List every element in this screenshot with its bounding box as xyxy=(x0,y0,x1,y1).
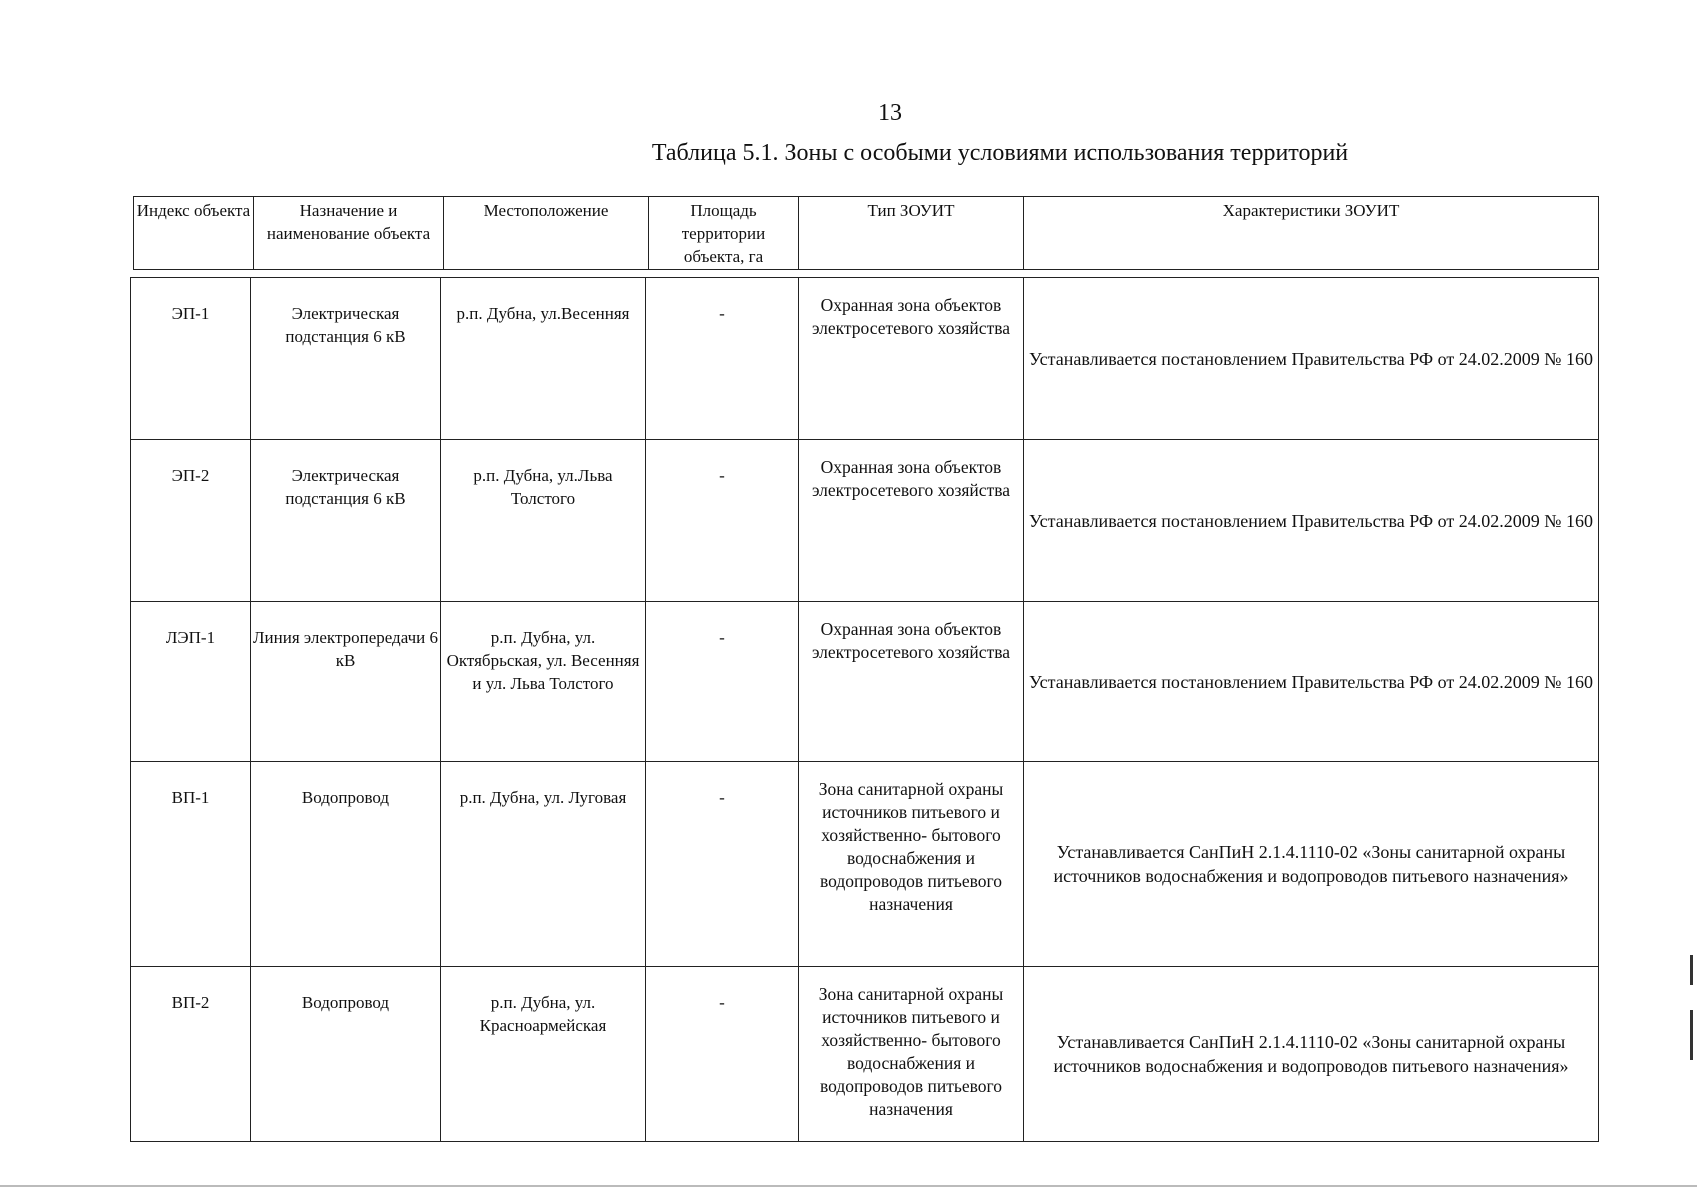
cell-location: р.п. Дубна, ул.Весенняя xyxy=(441,278,646,440)
cell-index: ЛЭП-1 xyxy=(131,602,251,762)
table-row xyxy=(131,602,1599,762)
page-bottom-divider xyxy=(0,1185,1697,1187)
cell-index: ВП-2 xyxy=(131,967,251,1142)
cell-index: ЭП-2 xyxy=(131,440,251,602)
header-cell: Индекс объекта xyxy=(134,197,254,270)
cell-characteristics: Устанавливается постановлением Правительства РФ от 24.02.2009 № 160 xyxy=(1024,440,1599,602)
cell-location: р.п. Дубна, ул.Льва Толстого xyxy=(441,440,646,602)
header-cell: Характеристики ЗОУИТ xyxy=(1024,197,1599,270)
cell-characteristics: Устанавливается СанПиН 2.1.4.1110-02 «Зоны санитарной охраны источников водоснабжения и водопроводов питьевого назначения» xyxy=(1024,967,1599,1142)
cell-zone-type: Охранная зона объектов электросетевого хозяйства xyxy=(799,278,1024,440)
page-number: 13 xyxy=(878,100,902,126)
cell-index: ЭП-1 xyxy=(131,278,251,440)
cell-location: р.п. Дубна, ул. Луговая xyxy=(441,762,646,967)
cell-zone-type: Охранная зона объектов электросетевого хозяйства xyxy=(799,440,1024,602)
table-row xyxy=(131,762,1599,967)
table-header xyxy=(133,196,1599,270)
cell-name: Линия электропередачи 6 кВ xyxy=(251,602,441,762)
cell-area: - xyxy=(646,762,799,967)
table-row xyxy=(131,967,1599,1142)
cell-area: - xyxy=(646,278,799,440)
table-row xyxy=(131,440,1599,602)
cell-zone-type: Зона санитарной охраны источников питьевого и хозяйственно- бытового водоснабжения и водопроводов питьевого назначения xyxy=(799,762,1024,967)
cell-name: Водопровод xyxy=(251,967,441,1142)
cell-characteristics: Устанавливается СанПиН 2.1.4.1110-02 «Зоны санитарной охраны источников водоснабжения и водопроводов питьевого назначения» xyxy=(1024,762,1599,967)
cell-index: ВП-1 xyxy=(131,762,251,967)
table-title: Таблица 5.1. Зоны с особыми условиями использования территорий xyxy=(651,140,1349,166)
cell-name: Электрическая подстанция 6 кВ xyxy=(251,278,441,440)
header-cell: Назначение и наименование объекта xyxy=(254,197,444,270)
cell-area: - xyxy=(646,967,799,1142)
cell-characteristics: Устанавливается постановлением Правительства РФ от 24.02.2009 № 160 xyxy=(1024,278,1599,440)
cell-characteristics: Устанавливается постановлением Правительства РФ от 24.02.2009 № 160 xyxy=(1024,602,1599,762)
cell-zone-type: Охранная зона объектов электросетевого хозяйства xyxy=(799,602,1024,762)
cell-location: р.п. Дубна, ул. Октябрьская, ул. Весенняя и ул. Льва Толстого xyxy=(441,602,646,762)
scan-edge-mark xyxy=(1690,1010,1693,1060)
header-cell: Тип ЗОУИТ xyxy=(799,197,1024,270)
cell-area: - xyxy=(646,440,799,602)
table-body xyxy=(130,277,1599,1142)
header-row xyxy=(134,197,1599,270)
cell-zone-type: Зона санитарной охраны источников питьевого и хозяйственно- бытового водоснабжения и водопроводов питьевого назначения xyxy=(799,967,1024,1142)
cell-location: р.п. Дубна, ул. Красноармейская xyxy=(441,967,646,1142)
cell-name: Электрическая подстанция 6 кВ xyxy=(251,440,441,602)
header-cell: Площадь территории объекта, га xyxy=(649,197,799,270)
cell-name: Водопровод xyxy=(251,762,441,967)
cell-area: - xyxy=(646,602,799,762)
header-cell: Местоположение xyxy=(444,197,649,270)
table-row xyxy=(131,278,1599,440)
scan-edge-mark xyxy=(1690,955,1693,985)
